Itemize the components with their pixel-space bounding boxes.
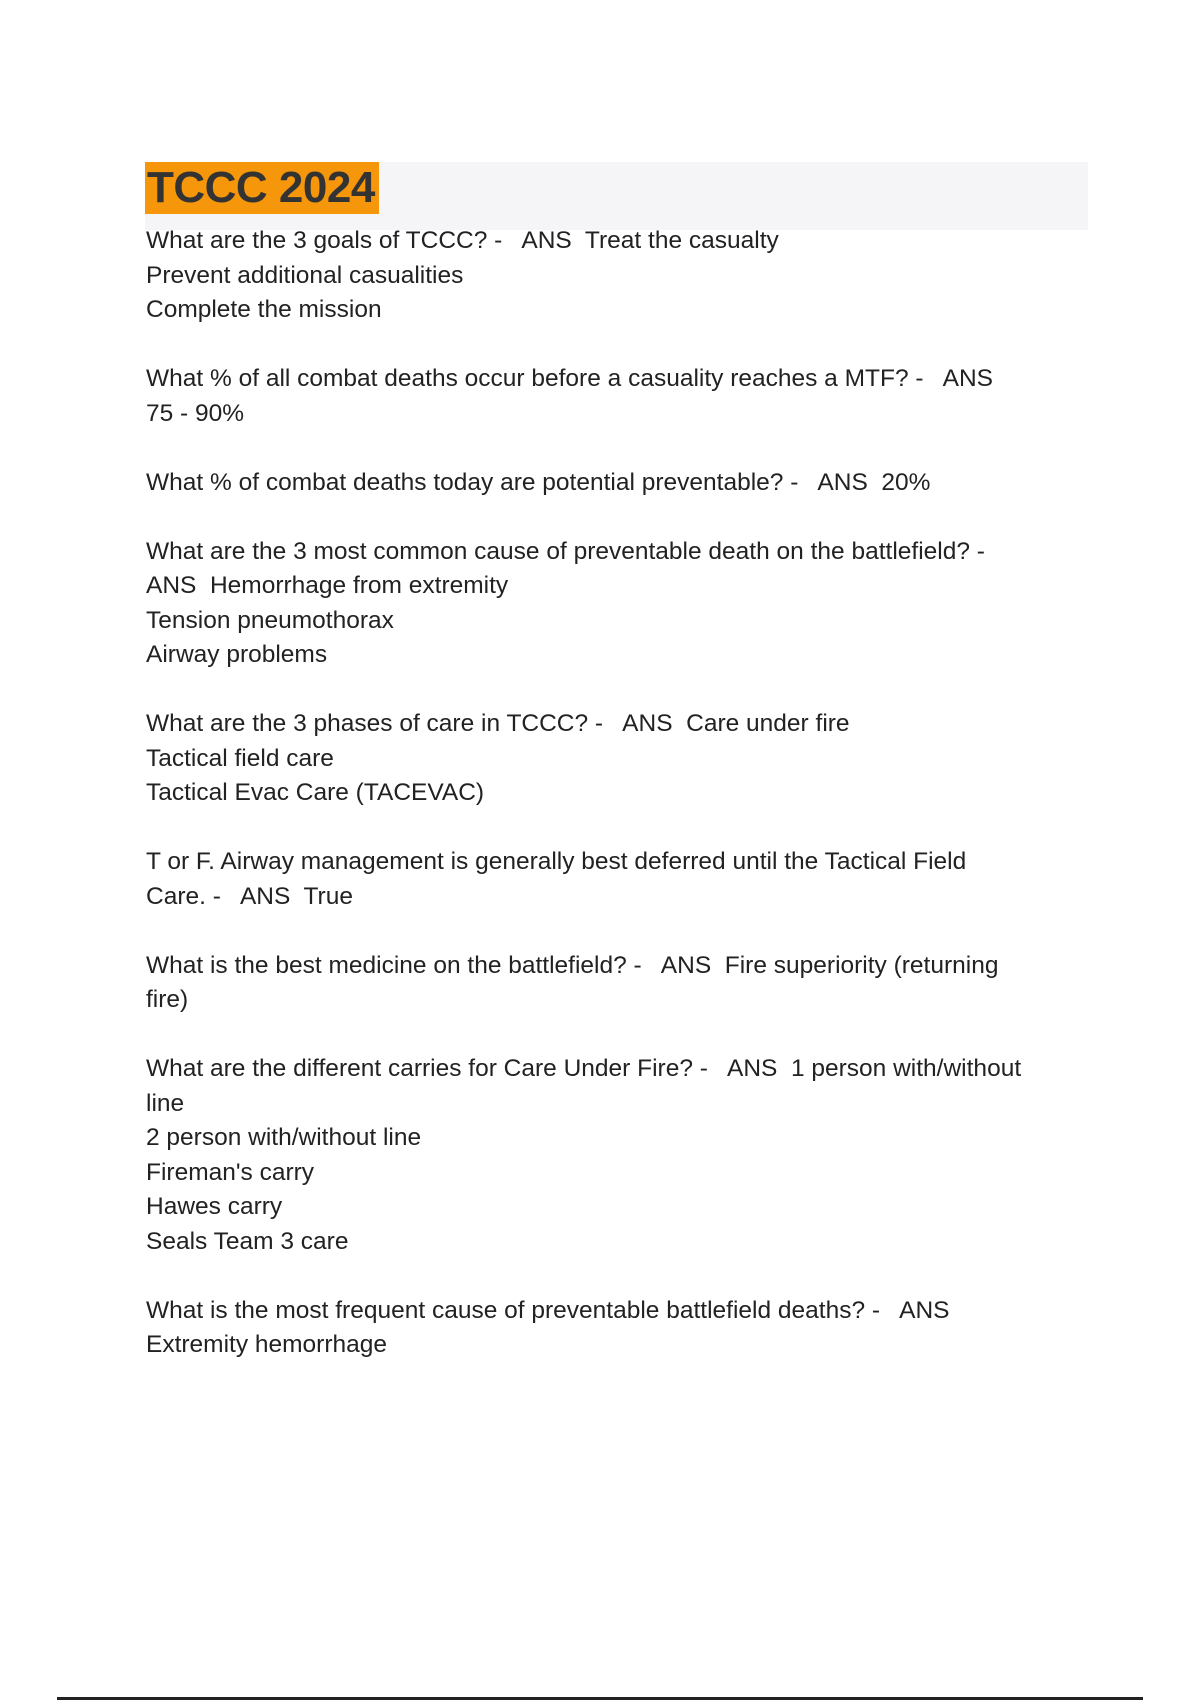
qa-line: 2 person with/without line xyxy=(146,1124,422,1151)
qa-line: fire) xyxy=(146,986,189,1013)
qa-line: ANS Hemorrhage from extremity xyxy=(146,572,509,599)
qa-line: What are the different carries for Care Under Fire? - ANS 1 person with/without xyxy=(146,1055,1022,1082)
document-title: TCCC 2024 xyxy=(145,162,379,214)
qa-line: Airway problems xyxy=(146,641,328,668)
qa-line: What are the 3 goals of TCCC? - ANS Treat the casualty xyxy=(146,227,779,254)
qa-line: Seals Team 3 care xyxy=(146,1227,349,1255)
qa-item-4 xyxy=(146,535,1091,673)
qa-line: 75 - 90% xyxy=(146,399,245,427)
qa-line: Hawes carry xyxy=(146,1193,283,1220)
qa-line: What % of combat deaths today are potential preventable? - ANS 20% xyxy=(146,468,931,496)
qa-line: line xyxy=(146,1089,185,1117)
qa-line: What is the best medicine on the battlefield? - ANS Fire superiority (returning xyxy=(146,951,999,979)
qa-item-5 xyxy=(146,707,1091,811)
qa-line: Complete the mission xyxy=(146,296,382,323)
qa-item-8 xyxy=(146,1052,1091,1259)
qa-line: What % of all combat deaths occur before a casuality reaches a MTF? - ANS xyxy=(146,365,993,392)
qa-line: Care. - ANS True xyxy=(146,882,353,910)
qa-line: T or F. Airway management is generally best deferred until the Tactical Field xyxy=(146,848,967,875)
qa-line: Tactical Evac Care (TACEVAC) xyxy=(146,779,485,806)
qa-line: Tension pneumothorax xyxy=(146,606,394,634)
qa-item-6 xyxy=(146,845,1091,914)
qa-line: What are the 3 phases of care in TCCC? - ANS Care under fire xyxy=(146,710,850,737)
qa-line: Extremity hemorrhage xyxy=(146,1331,388,1358)
qa-line: Tactical field care xyxy=(146,744,334,772)
qa-item-9 xyxy=(146,1294,1091,1363)
qa-line: Prevent additional casualities xyxy=(146,261,464,289)
qa-list xyxy=(146,224,1091,1397)
qa-line: Fireman's carry xyxy=(146,1158,315,1186)
qa-line: What are the 3 most common cause of preventable death on the battlefield? - xyxy=(146,537,985,565)
qa-item-3 xyxy=(146,466,1091,501)
qa-line: What is the most frequent cause of preventable battlefield deaths? - ANS xyxy=(146,1296,950,1324)
qa-item-7 xyxy=(146,949,1091,1018)
qa-item-1 xyxy=(146,224,1091,328)
qa-item-2 xyxy=(146,362,1091,431)
